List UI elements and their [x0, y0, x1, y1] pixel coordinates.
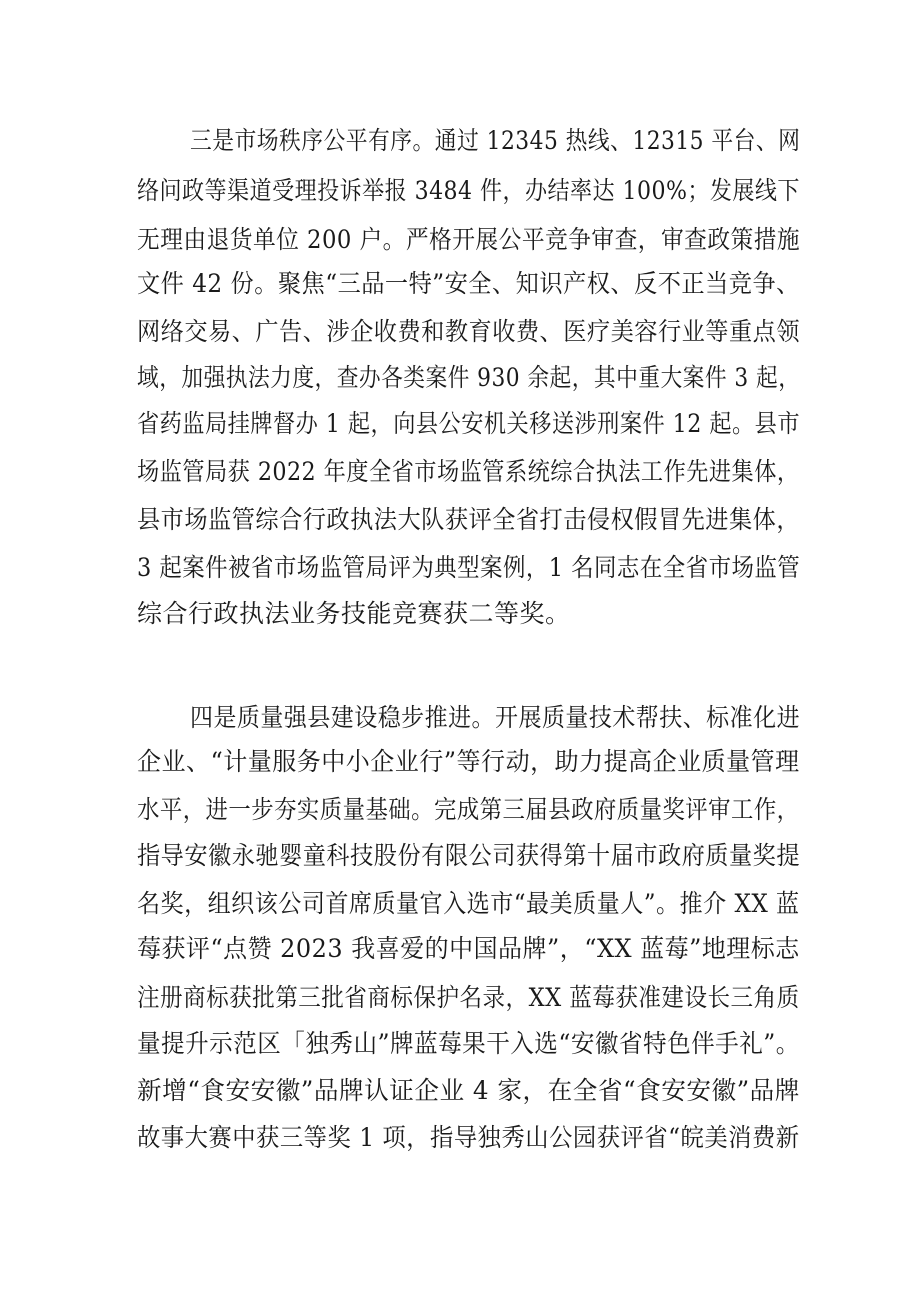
text-line: 3 起案件被省市场监管局评为典型案例，1 名同志在全省市场监管: [137, 553, 801, 582]
text-line: 省药监局挂牌督办 1 起，向县公安机关移送涉刑案件 12 起。县市: [137, 409, 800, 438]
text-line: 新增“食安安徽”品牌认证企业 4 家，在全省“食安安徽”品牌: [137, 1076, 800, 1105]
text-line: 县市场监管综合行政执法大队获评全省打击侵权假冒先进集体，: [137, 505, 801, 534]
text-line: 综合行政执法业务技能竞赛获二等奖。: [137, 599, 571, 628]
text-line: 三是市场秩序公平有序。通过 12345 热线、12315 平台、网: [190, 126, 801, 155]
text-line: 场监管局获 2022 年度全省市场监管系统综合执法工作先进集体，: [137, 457, 800, 486]
text-line: 名奖，组织该公司首席质量官入选市“最美质量人”。推介 XX 蓝: [137, 889, 800, 918]
text-line: 莓获评“点赞 2023 我喜爱的中国品牌”，“XX 蓝莓”地理标志: [137, 934, 800, 963]
text-line: 企业、“计量服务中小企业行”等行动，助力提高企业质量管理: [137, 747, 800, 776]
text-line: 域，加强执法力度，查办各类案件 930 余起，其中重大案件 3 起，: [137, 363, 801, 392]
text-line: 水平，进一步夯实质量基础。完成第三届县政府质量奖评审工作，: [137, 795, 800, 824]
text-line: 文件 42 份。聚焦“三品一特”安全、知识产权、反不正当竞争、: [137, 269, 800, 298]
text-line: 络问政等渠道受理投诉举报 3484 件，办结率达 100%；发展线下: [137, 176, 800, 205]
text-line: 网络交易、广告、涉企收费和教育收费、医疗美容行业等重点领: [137, 317, 801, 346]
text-line: 注册商标获批第三批省商标保护名录，XX 蓝莓获准建设长三角质: [137, 983, 800, 1012]
text-line: 四是质量强县建设稳步推进。开展质量技术帮扶、标准化进: [190, 703, 801, 732]
text-line: 指导安徽永驰婴童科技股份有限公司获得第十届市政府质量奖提: [137, 841, 801, 870]
text-line: 量提升示范区「独秀山”牌蓝莓果干入选“安徽省特色伴手礼”。: [137, 1029, 800, 1058]
text-line: 故事大赛中获三等奖 1 项，指导独秀山公园获评省“皖美消费新: [137, 1123, 800, 1152]
text-line: 无理由退货单位 200 户。严格开展公平竞争审查，审查政策措施: [137, 225, 801, 254]
